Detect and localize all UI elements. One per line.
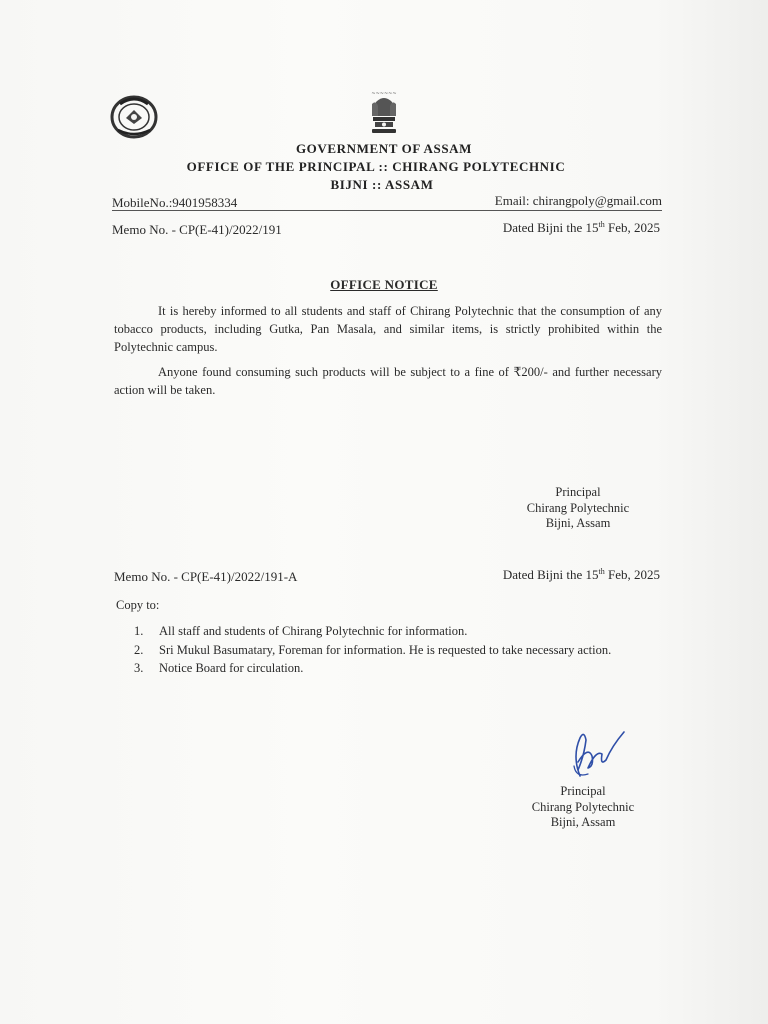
signatory-designation: Principal: [560, 784, 606, 798]
signatory-place: Bijni, Assam: [545, 516, 611, 530]
signature-block-2: [503, 784, 663, 831]
memo-number-bottom: Memo No. - CP(E-41)/2022/191-A: [114, 569, 298, 584]
header-government: GOVERNMENT OF ASSAM: [295, 141, 473, 156]
signatory-institution: Chirang Polytechnic: [526, 500, 630, 515]
memo-date-bottom: Dated Bijni the 15th Feb, 2025: [502, 567, 660, 582]
svg-text:~~~~~~: ~~~~~~: [371, 91, 397, 97]
notice-title: OFFICE NOTICE: [330, 277, 438, 292]
handwritten-signature-icon: [566, 726, 630, 782]
signatory-place: Bijni, Assam: [550, 815, 616, 829]
list-item: 2. Sri Mukul Basumatary, Foreman for information. He is requested to take necessary action.: [134, 642, 612, 657]
list-item: 3. Notice Board for circulation.: [134, 661, 304, 675]
header-location: BIJNI :: ASSAM: [330, 177, 434, 192]
copy-to-list: [134, 622, 664, 678]
state-emblem-icon: [362, 88, 406, 138]
institution-seal-icon: [108, 92, 160, 140]
copy-to-label: Copy to:: [116, 598, 160, 612]
email-address: Email: chirangpoly@gmail.com: [494, 193, 662, 208]
memo-date-top: Dated Bijni the 15th Feb, 2025: [502, 220, 660, 235]
header-divider: [112, 210, 662, 211]
mobile-number: MobileNo.:9401958334: [112, 195, 238, 210]
notice-paragraph-1: It is hereby informed to all students and staff of Chirang Polytechnic that the consumption of any tobacco products, including Gutka, Pan Masala, and similar items, is strictly prohibited within the Polytechnic campus.: [114, 304, 662, 354]
signatory-institution: Chirang Polytechnic: [531, 799, 635, 814]
list-item: 1. All staff and students of Chirang Polytechnic for information.: [134, 624, 468, 638]
header-office: OFFICE OF THE PRINCIPAL :: CHIRANG POLYTECHNIC: [186, 159, 566, 174]
notice-paragraph-2: Anyone found consuming such products will be subject to a fine of ₹200/- and further necessary action will be taken.: [114, 365, 662, 397]
signatory-designation: Principal: [555, 485, 601, 499]
memo-number-top: Memo No. - CP(E-41)/2022/191: [112, 222, 282, 237]
signature-block-1: [498, 485, 658, 532]
